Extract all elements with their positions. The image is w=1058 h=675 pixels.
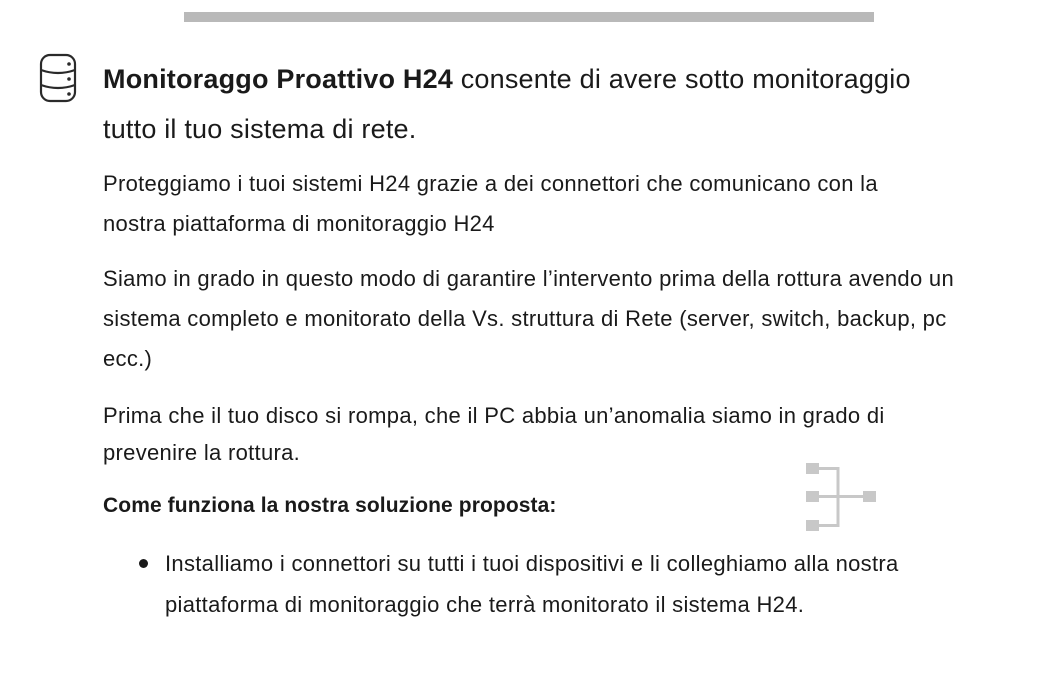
paragraph-prevention: Prima che il tuo disco si rompa, che il PC abbia un’anomalia siamo in grado di prevenire la rottura. bbox=[103, 403, 885, 465]
bullet-text: Installiamo i connettori su tutti i tuoi dispositivi e li colleghiamo alla nostra piattaforma di monitoraggio che terrà monitorato il sistema H24. bbox=[165, 551, 899, 617]
top-divider bbox=[184, 12, 874, 22]
list-item bbox=[132, 543, 932, 625]
paragraph-intervention: Siamo in grado in questo modo di garantire l’intervento prima della rottura avendo un sistema completo e monitorato della Vs. struttura di Rete (server, switch, backup, pc ecc.) bbox=[103, 266, 954, 371]
flow-diagram-icon bbox=[804, 463, 878, 533]
how-it-works-title bbox=[103, 490, 557, 522]
solution-bullet-list bbox=[132, 543, 932, 625]
section-heading bbox=[103, 54, 963, 154]
how-it-works-title-text: Come funziona la nostra soluzione proposta bbox=[103, 494, 550, 517]
bullet-dot-icon bbox=[139, 559, 148, 568]
how-it-works-title-colon: : bbox=[549, 494, 557, 517]
heading-bold: Monitoraggo Proattivo H24 bbox=[103, 64, 454, 94]
database-icon bbox=[38, 52, 80, 104]
paragraph-protection: Proteggiamo i tuoi sistemi H24 grazie a dei connettori che comunicano con la nostra piattaforma di monitoraggio H24 bbox=[103, 171, 878, 236]
heading-rest: consente di avere sotto monitoraggio tutto il tuo sistema di rete. bbox=[103, 64, 911, 144]
